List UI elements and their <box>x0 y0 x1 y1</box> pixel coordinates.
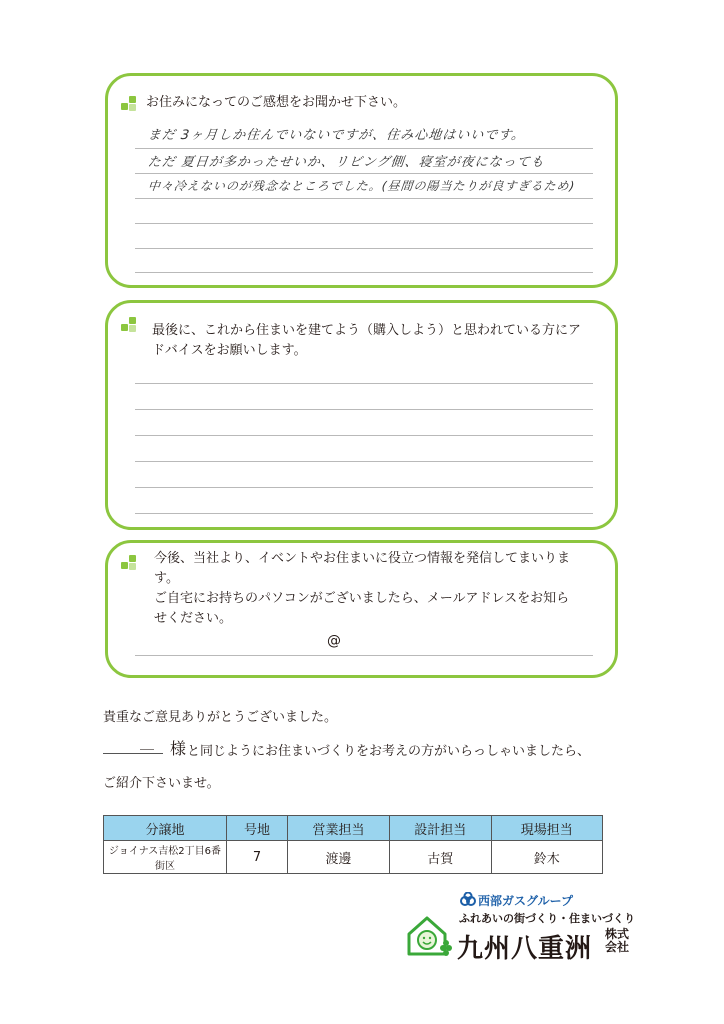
house-smile-icon <box>405 912 453 958</box>
impressions-answer-line-3: 中々冷えないのが残念なところでした。(昼間の陽当たりが良すぎるため) <box>147 179 576 193</box>
advice-section <box>105 300 618 530</box>
table-header: 設計担当 <box>389 816 491 841</box>
company-suffix: 株式会社 <box>605 927 630 954</box>
email-at-sign: @ <box>327 633 341 649</box>
table-header: 号地 <box>226 816 287 841</box>
sama-text: 様 <box>170 739 187 758</box>
impressions-answer-line-1: まだ 3ヶ月しか住んでいないですが、住み心地はいいです。 <box>147 128 526 143</box>
table-cell: ジョイナス吉松2丁目6番街区 <box>104 841 227 874</box>
newsletter-question-1: 今後、当社より、イベントやお住まいに役立つ情報を発信してまいります。 <box>154 551 571 586</box>
newsletter-question-2: ご自宅にお持ちのパソコンがございましたら、メールアドレスをお知らせください。 <box>154 591 570 626</box>
table-header: 分譲地 <box>104 816 227 841</box>
table-header-row <box>104 816 603 841</box>
referral-text: と同じようにお住まいづくりをお考えの方がいらっしゃいましたら、 <box>187 744 591 759</box>
thanks-text: 貴重なご意見ありがとうございました。 <box>103 710 338 725</box>
referral-text-2: ご紹介下さいませ。 <box>103 776 220 791</box>
impressions-question: お住みになってのご感想をお聞かせ下さい。 <box>146 95 407 110</box>
table-header: 営業担当 <box>288 816 390 841</box>
bullet-squares-icon <box>121 317 139 335</box>
table-header: 現場担当 <box>491 816 602 841</box>
staff-table <box>103 815 603 874</box>
impressions-section <box>105 73 618 288</box>
table-row <box>104 841 603 874</box>
table-cell: 7 <box>226 841 287 874</box>
bullet-squares-icon <box>121 96 139 114</box>
table-cell: 鈴木 <box>491 841 602 874</box>
table-cell: 渡邊 <box>288 841 390 874</box>
group-name: 西部ガスグループ <box>478 894 574 908</box>
newsletter-section <box>105 540 618 678</box>
name-blank-line <box>103 753 163 754</box>
company-name: 九州八重洲 <box>457 934 593 964</box>
impressions-answer-line-2: ただ 夏日が多かったせいか、リビング側、寝室が夜になっても <box>147 155 546 170</box>
name-blank: ＿ <box>140 736 154 752</box>
bullet-squares-icon <box>121 555 139 573</box>
table-cell: 古賀 <box>389 841 491 874</box>
email-line <box>135 655 593 656</box>
advice-question: 最後に、これから住まいを建てよう（購入しよう）と思われている方にアドバイスをお願いします。 <box>152 323 582 358</box>
company-logo <box>405 890 635 970</box>
group-mark-icon <box>460 892 476 906</box>
company-tagline: ふれあいの街づくり・住まいづくり <box>459 912 635 925</box>
